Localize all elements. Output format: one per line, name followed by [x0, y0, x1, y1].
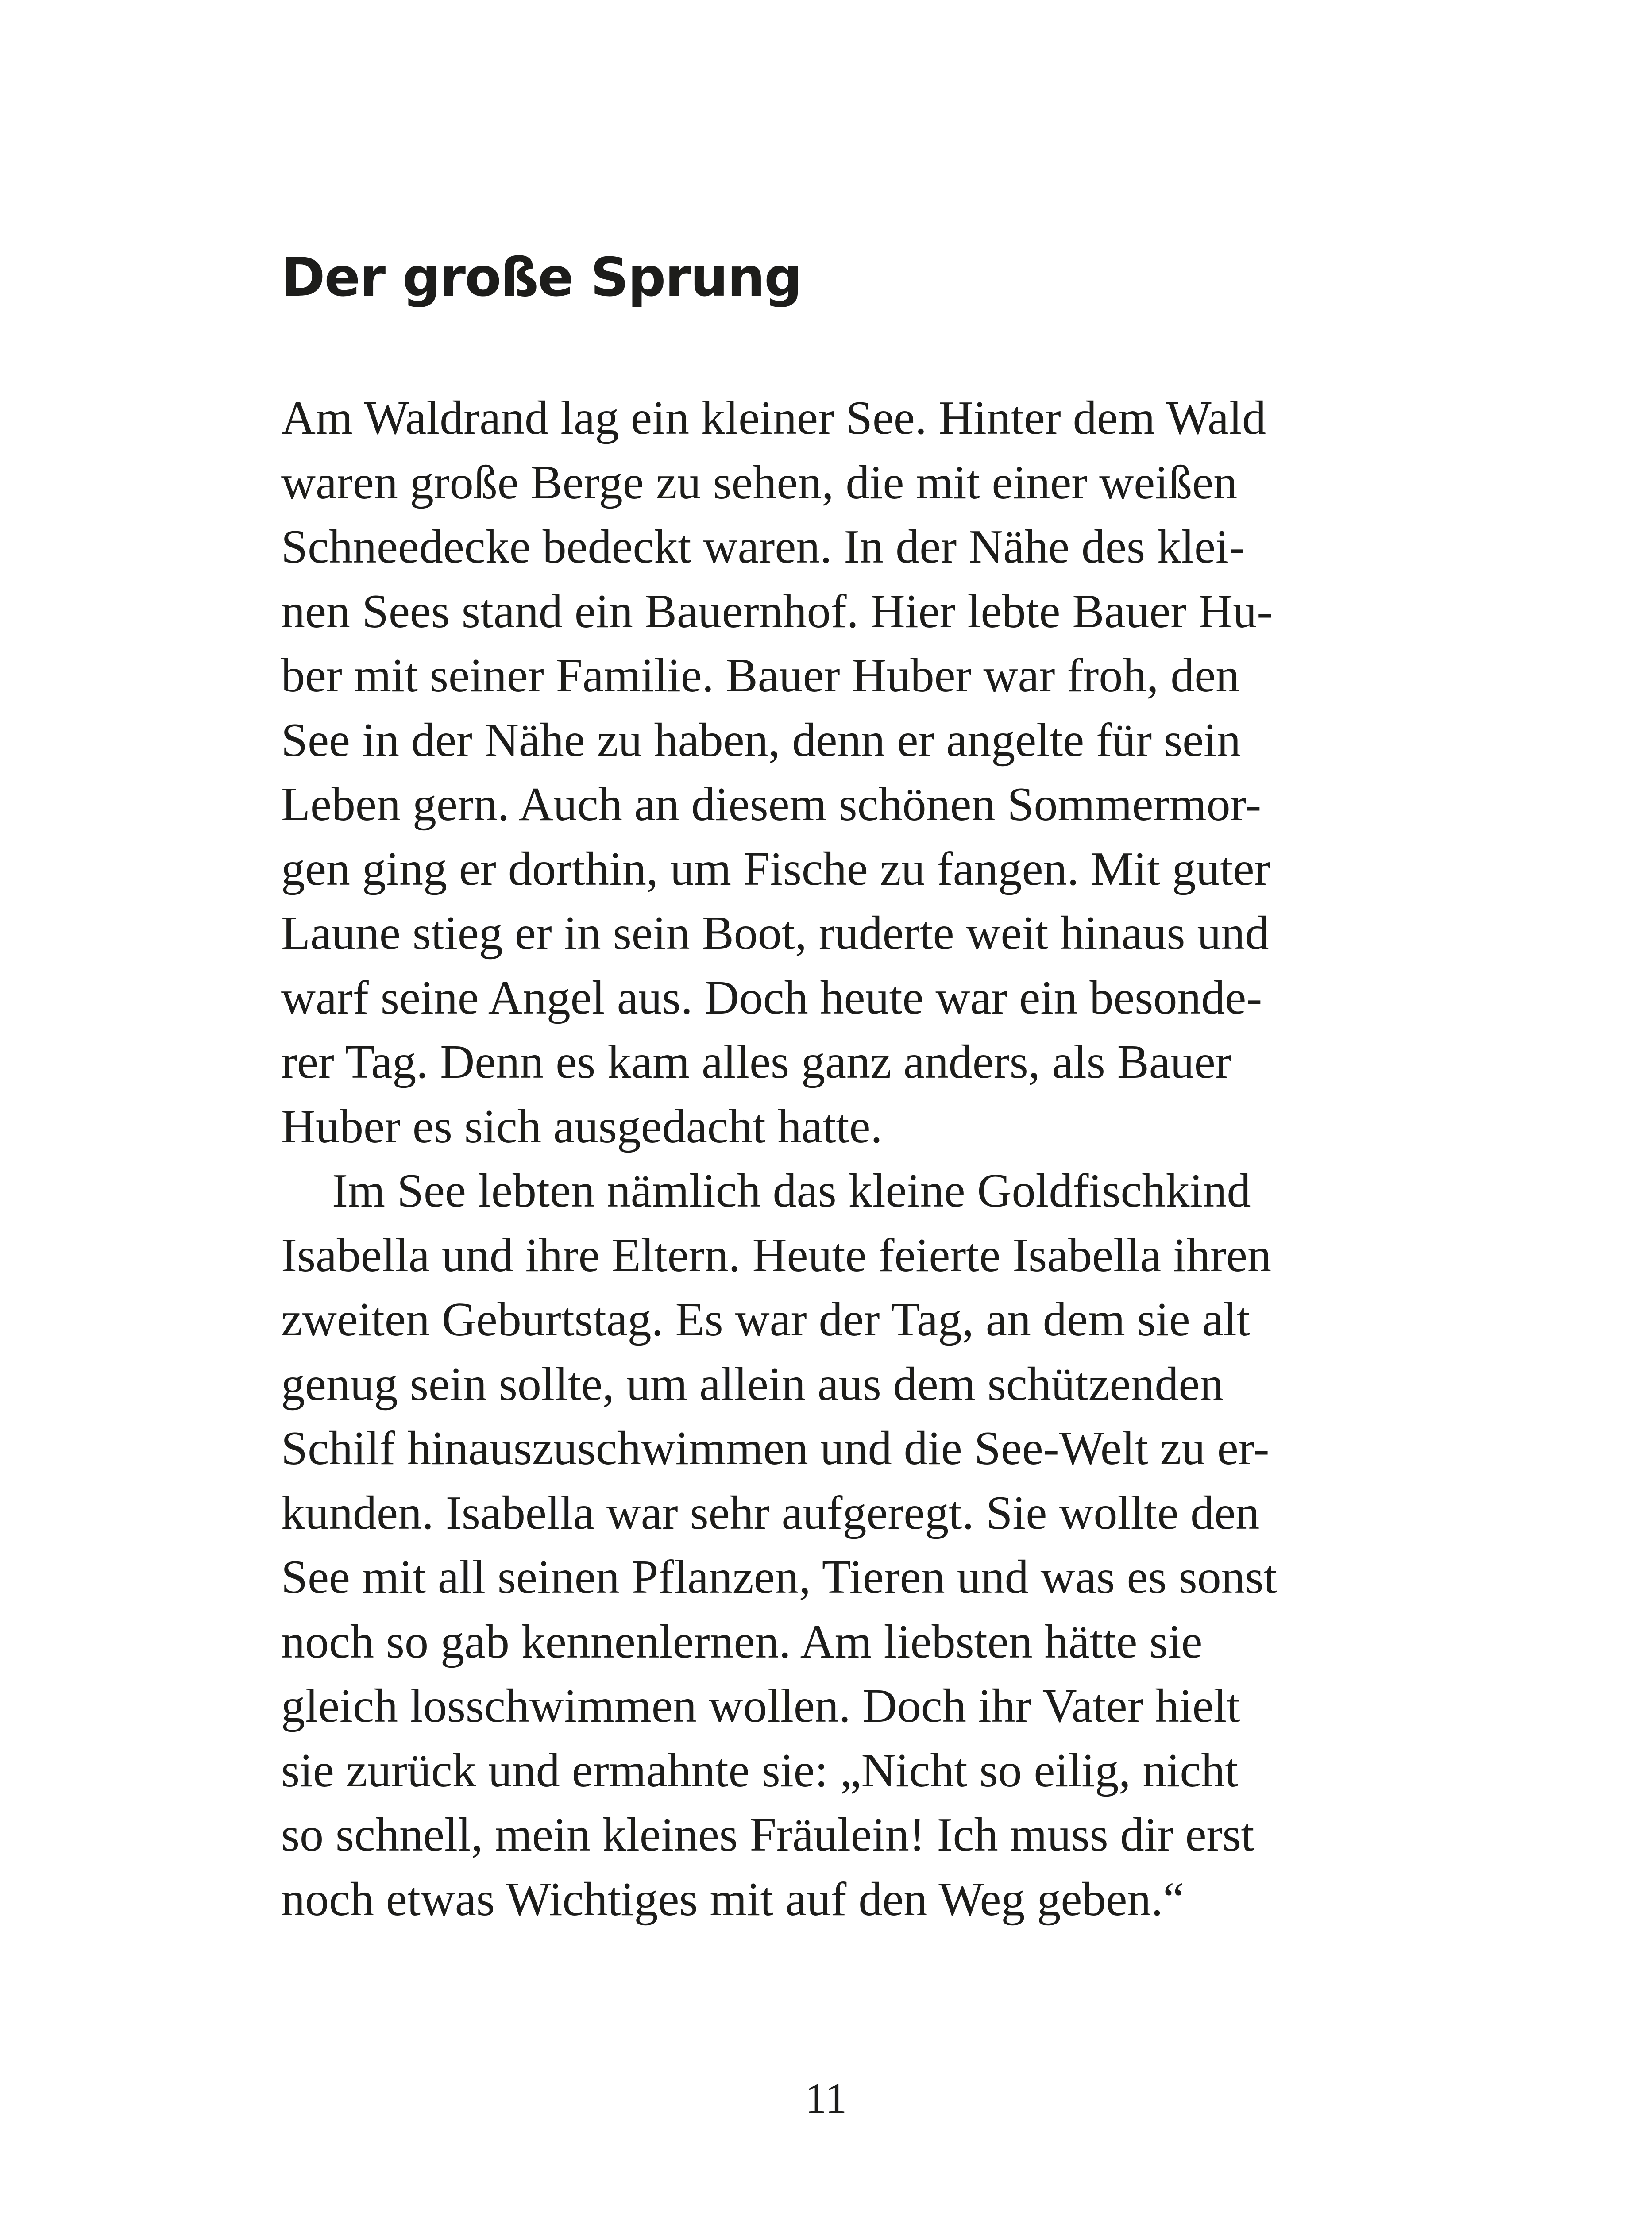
text-line: Leben gern. Auch an diesem schönen Sommermor- [281, 778, 1262, 831]
text-line: sie zurück und ermahnte sie: „Nicht so eilig, nicht [281, 1744, 1239, 1797]
text-line: zweiten Geburtstag. Es war der Tag, an dem sie alt [281, 1293, 1250, 1346]
text-line: Huber es sich ausgedacht hatte. [281, 1100, 883, 1153]
text-line: Isabella und ihre Eltern. Heute feierte Isabella ihren [281, 1229, 1271, 1282]
paragraph-first-line: Im See lebten nämlich das kleine Goldfischkind [332, 1164, 1251, 1217]
text-line: rer Tag. Denn es kam alles ganz anders, als Bauer [281, 1036, 1231, 1088]
text-line: Laune stieg er in sein Boot, ruderte weit hinaus und [281, 907, 1269, 960]
text-line: See in der Nähe zu haben, denn er angelte für sein [281, 713, 1241, 767]
text-line: ber mit seiner Familie. Bauer Huber war froh, den [281, 649, 1240, 702]
text-line: so schnell, mein kleines Fräulein! Ich muss dir erst [281, 1808, 1254, 1861]
text-line: gen ging er dorthin, um Fische zu fangen. Mit guter [281, 842, 1270, 895]
text-line: warf seine Angel aus. Doch heute war ein besonde- [281, 971, 1262, 1024]
text-line: genug sein sollte, um allein aus dem schützenden [281, 1357, 1224, 1411]
text-line: gleich losschwimmen wollen. Doch ihr Vater hielt [281, 1680, 1240, 1732]
text-line: Schilf hinauszuschwimmen und die See-Welt zu er- [281, 1422, 1270, 1475]
text-line: waren große Berge zu sehen, die mit einer weißen [281, 456, 1238, 509]
text-line: kunden. Isabella war sehr aufgeregt. Sie wollte den [281, 1486, 1260, 1539]
text-line: nen Sees stand ein Bauernhof. Hier lebte Bauer Hu- [281, 585, 1273, 638]
chapter-title: Der große Sprung [281, 247, 802, 308]
text-line: noch so gab kennenlernen. Am liebsten hätte sie [281, 1615, 1203, 1668]
page-number: 11 [805, 2074, 847, 2122]
text-line: noch etwas Wichtiges mit auf den Weg geben.“ [281, 1873, 1185, 1926]
story-text [281, 386, 1374, 1932]
text-line: Am Waldrand lag ein kleiner See. Hinter dem Wald [281, 392, 1266, 444]
text-line: See mit all seinen Pflanzen, Tieren und was es sonst [281, 1551, 1277, 1604]
text-line: Schneedecke bedeckt waren. In der Nähe des klei- [281, 520, 1245, 573]
